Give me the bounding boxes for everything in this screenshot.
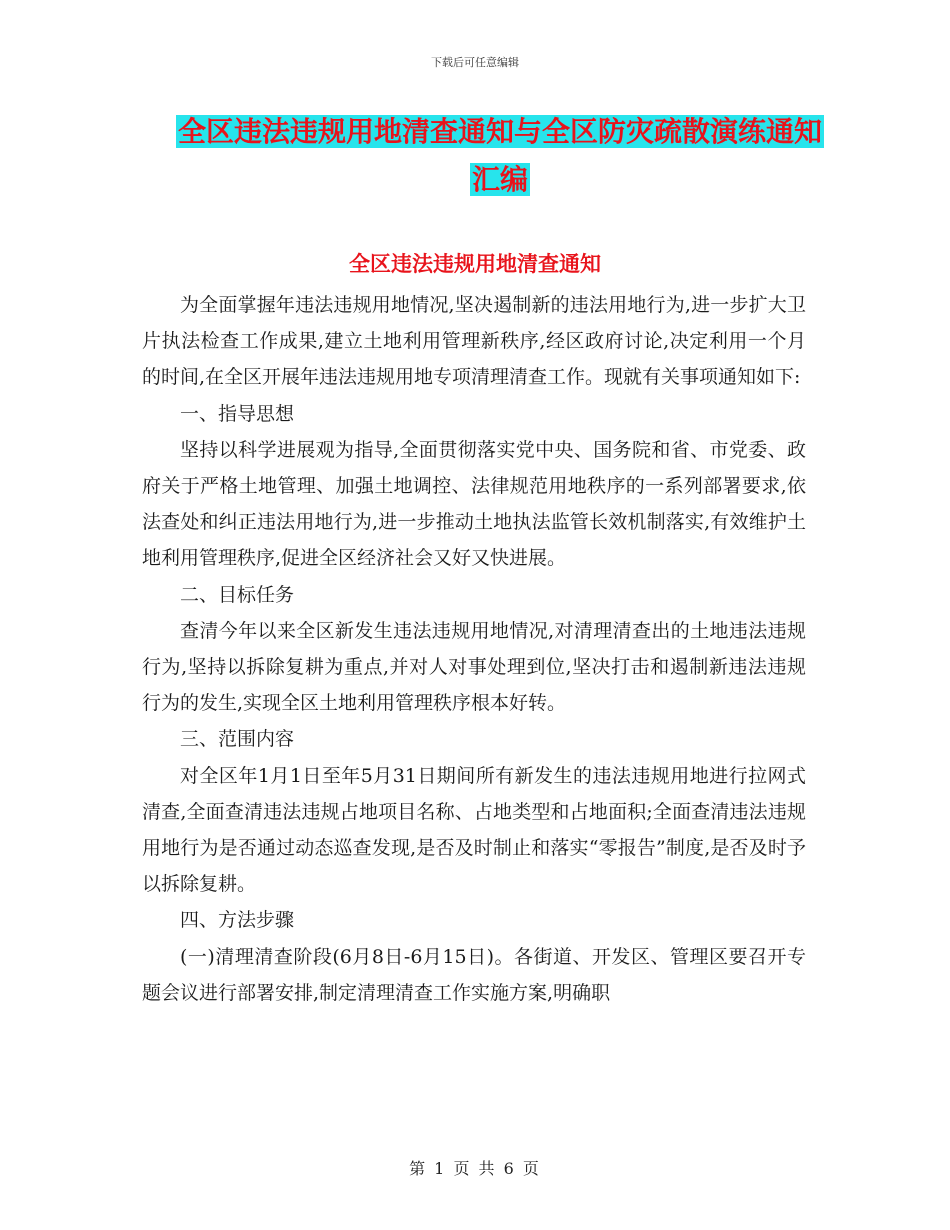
paragraph-intro: 为全面掌握年违法违规用地情况,坚决遏制新的违法用地行为,进一步扩大卫片执法检查工作成果,建立土地利用管理新秩序,经区政府讨论,决定利用一个月的时间,在全区开展年违法违规用地专项清理清查工作。现就有关事项通知如下: bbox=[142, 294, 806, 389]
page-footer: 第 1 页 共 6 页 bbox=[409, 1159, 541, 1178]
header-note: 下载后可任意编辑 bbox=[431, 56, 519, 69]
heading-objectives: 二、目标任务 bbox=[180, 583, 295, 606]
heading-guiding-ideology: 一、指导思想 bbox=[180, 402, 295, 425]
document-title-line1: 全区违法违规用地清查通知与全区防灾疏散演练通知 bbox=[177, 115, 822, 148]
heading-methods: 四、方法步骤 bbox=[180, 909, 295, 932]
paragraph-methods-phase1: (一)清理清查阶段(6月8日-6月15日)。各街道、开发区、管理区要召开专题会议进行部署安排,制定清理清查工作实施方案,明确职 bbox=[142, 945, 806, 1004]
heading-scope: 三、范围内容 bbox=[180, 728, 295, 751]
document-title-line2: 汇编 bbox=[471, 163, 528, 196]
document-title bbox=[140, 108, 860, 204]
paragraph-guiding-ideology: 坚持以科学进展观为指导,全面贯彻落实党中央、国务院和省、市党委、政府关于严格土地管理、加强土地调控、法律规范用地秩序的一系列部署要求,依法查处和纠正违法用地行为,进一步推动土地执法监管长效机制落实,有效维护土地利用管理秩序,促进全区经济社会又好又快进展。 bbox=[142, 438, 806, 570]
paragraph-objectives: 查清今年以来全区新发生违法违规用地情况,对清理清查出的土地违法违规行为,坚持以拆除复耕为重点,并对人对事处理到位,坚决打击和遏制新违法违规行为的发生,实现全区土地利用管理秩序根本好转。 bbox=[142, 619, 806, 715]
section-title: 全区违法违规用地清查通知 bbox=[349, 252, 601, 276]
paragraph-scope: 对全区年1月1日至年5月31日期间所有新发生的违法违规用地进行拉网式清查,全面查清违法违规占地项目名称、占地类型和占地面积;全面查清违法违规用地行为是否通过动态巡查发现,是否及时制止和落实“零报告”制度,是否及时予以拆除复耕。 bbox=[142, 764, 806, 896]
document-body bbox=[142, 287, 806, 1011]
